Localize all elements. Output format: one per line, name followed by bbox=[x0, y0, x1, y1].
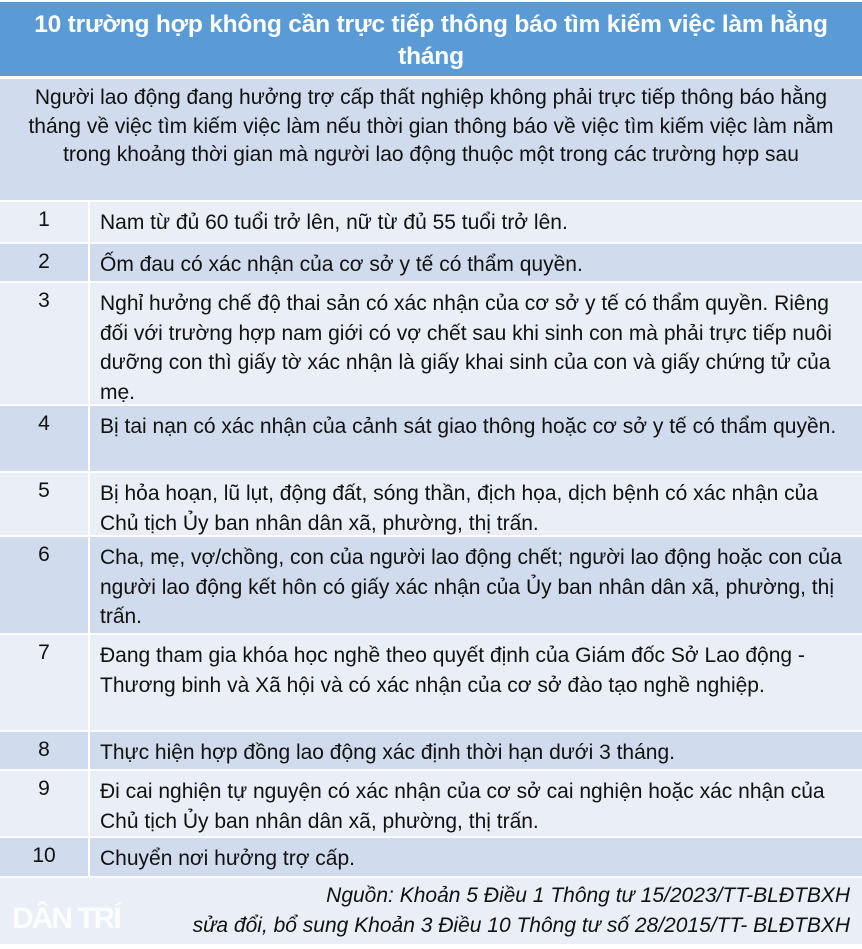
row-text: Nam từ đủ 60 tuổi trở lên, nữ từ đủ 55 tuổi trở lên. bbox=[100, 211, 568, 234]
row-number: 2 bbox=[0, 244, 90, 281]
source-line-1: Nguồn: Khoản 5 Điều 1 Thông tư 15/2023/TT-BLĐTBXH bbox=[326, 884, 850, 907]
table-row bbox=[0, 771, 862, 838]
info-table bbox=[0, 2, 862, 944]
source-line-2: sửa đổi, bổ sung Khoản 3 Điều 10 Thông tư số 28/2015/TT- BLĐTBXH bbox=[192, 913, 850, 937]
table-row bbox=[0, 838, 862, 878]
table-row bbox=[0, 202, 862, 244]
table-row bbox=[0, 406, 862, 473]
row-text: Đang tham gia khóa học nghề theo quyết định của Giám đốc Sở Lao động - Thương binh và Xã hội và có xác nhận của cơ sở đào tạo nghề nghiệp. bbox=[100, 644, 805, 697]
table-row bbox=[0, 283, 862, 406]
table-row bbox=[0, 244, 862, 283]
row-number: 7 bbox=[0, 635, 90, 730]
row-number: 3 bbox=[0, 283, 90, 404]
row-number: 10 bbox=[0, 838, 90, 876]
row-text: Nghỉ hưởng chế độ thai sản có xác nhận của cơ sở y tế có thẩm quyền. Riêng đối với trường hợp nam giới có vợ chết sau khi sinh con mà phải trực tiếp nuôi dưỡng con thì giấy tờ xác nhận là giấy khai sinh của con và giấy chứng tử của mẹ. bbox=[100, 292, 832, 404]
table-row bbox=[0, 635, 862, 732]
row-text: Cha, mẹ, vợ/chồng, con của người lao động chết; người lao động hoặc con của người lao động kết hôn có giấy xác nhận của Ủy ban nhân dân xã, phường, thị trấn. bbox=[100, 546, 842, 628]
intro-text: Người lao động đang hưởng trợ cấp thất nghiệp không phải trực tiếp thông báo hằng tháng về việc tìm kiếm việc làm nếu thời gian thông báo về việc tìm kiếm việc làm nằm trong khoảng thời gian mà người lao động thuộc một trong các trường hợp sau bbox=[0, 79, 862, 202]
table-title: 10 trường hợp không cần trực tiếp thông báo tìm kiếm việc làm hằng tháng bbox=[0, 2, 862, 79]
row-text: Đi cai nghiện tự nguyện có xác nhận của cơ sở cai nghiện hoặc xác nhận của Chủ tịch Ủy ban nhân dân xã, phường, thị trấn. bbox=[100, 780, 825, 833]
dantri-watermark-logo: DÂN TRÍ bbox=[12, 902, 120, 935]
row-number: 4 bbox=[0, 406, 90, 471]
row-number: 9 bbox=[0, 771, 90, 836]
table-row bbox=[0, 473, 862, 537]
table-row bbox=[0, 732, 862, 771]
row-number: 8 bbox=[0, 732, 90, 769]
row-number: 5 bbox=[0, 473, 90, 535]
row-number: 6 bbox=[0, 537, 90, 633]
source-footer bbox=[0, 878, 862, 944]
table-row bbox=[0, 537, 862, 635]
row-text: Thực hiện hợp đồng lao động xác định thời hạn dưới 3 tháng. bbox=[100, 741, 675, 764]
row-number: 1 bbox=[0, 202, 90, 242]
row-text: Ốm đau có xác nhận của cơ sở y tế có thẩm quyền. bbox=[100, 253, 583, 276]
row-text: Bị hỏa hoạn, lũ lụt, động đất, sóng thần, địch họa, dịch bệnh có xác nhận của Chủ tịch Ủy ban nhân dân xã, phường, thị trấn. bbox=[100, 482, 819, 535]
row-text: Chuyển nơi hưởng trợ cấp. bbox=[100, 847, 355, 870]
row-text: Bị tai nạn có xác nhận của cảnh sát giao thông hoặc cơ sở y tế có thẩm quyền. bbox=[100, 415, 837, 438]
